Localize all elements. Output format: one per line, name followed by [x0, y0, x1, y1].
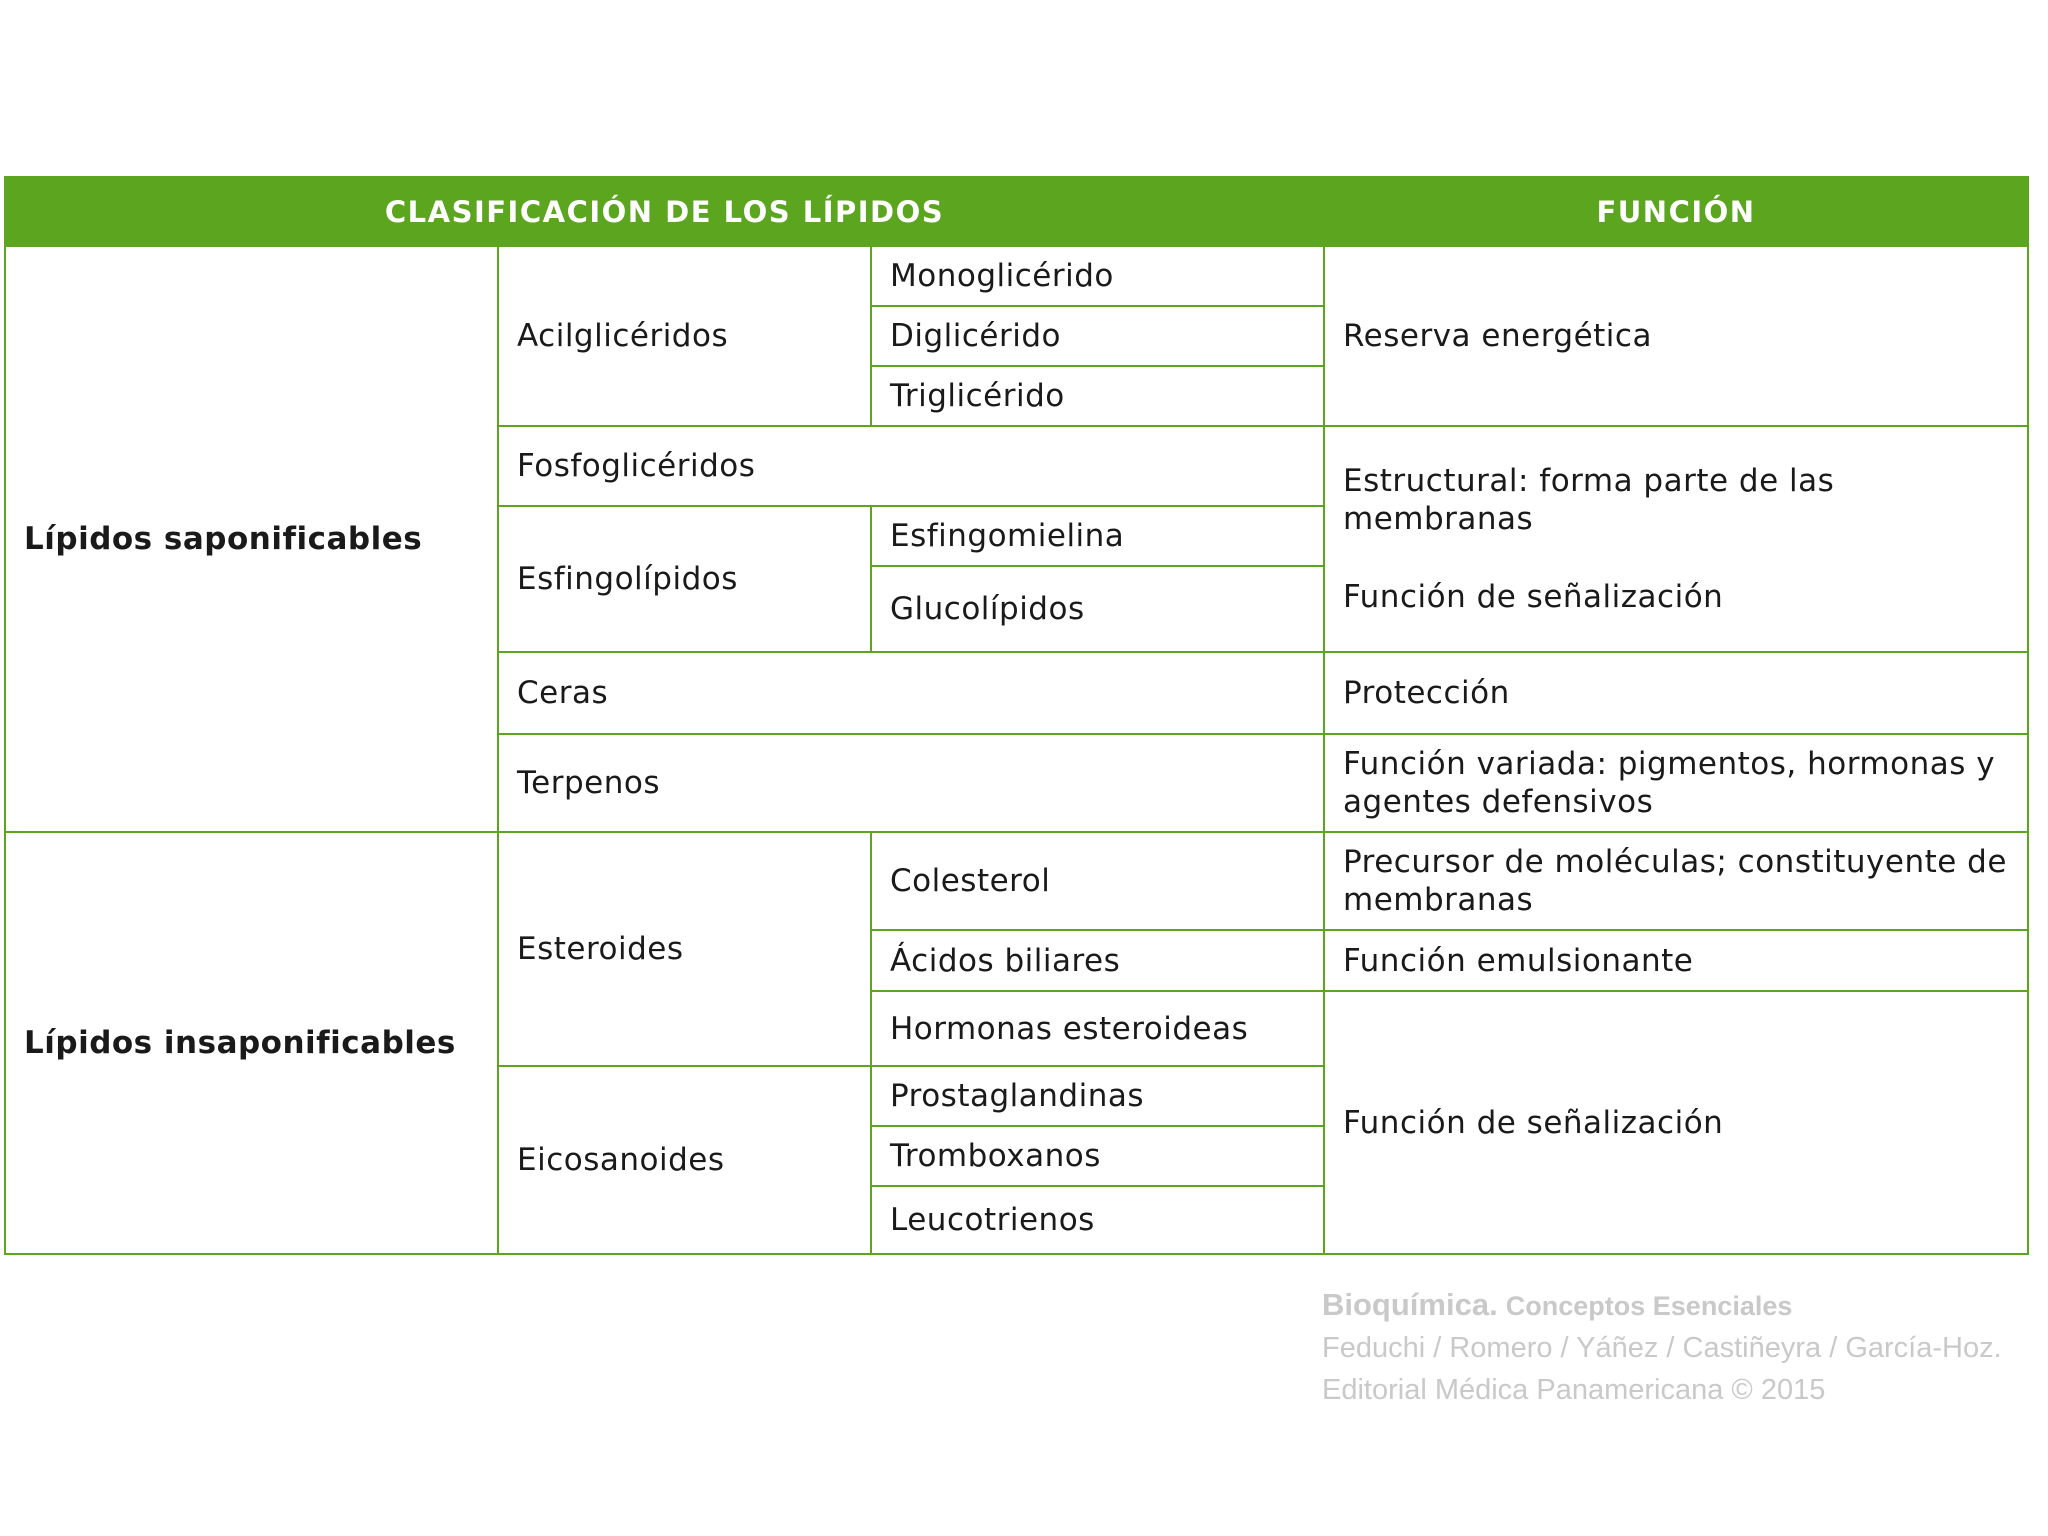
subtype-sphingomyelin: Esfingomielina — [871, 506, 1324, 566]
lipid-classification-table — [4, 176, 2029, 1255]
credit-subtitle: Conceptos Esenciales — [1505, 1291, 1793, 1321]
subtype-steroid-hormones: Hormonas esteroideas — [871, 991, 1324, 1066]
function-precursor-line2: membranas — [1343, 882, 1534, 918]
class-terpenes: Terpenos — [498, 734, 1324, 832]
subtype-diglyceride: Diglicérido — [871, 306, 1324, 366]
function-varied — [1324, 734, 2028, 832]
credit-title: Bioquímica. — [1322, 1287, 1498, 1322]
class-acylglycerides: Acilglicéridos — [498, 246, 871, 426]
function-protection: Protección — [1324, 652, 2028, 734]
function-structural-text: Estructural: forma parte de las membranas — [1343, 463, 1835, 537]
function-energy-reserve: Reserva energética — [1324, 246, 2028, 426]
credit-book-line — [1322, 1284, 2002, 1327]
credit-authors: Feduchi / Romero / Yáñez / Castiñeyra / García-Hoz. — [1322, 1332, 2002, 1364]
subtype-triglyceride: Triglicérido — [871, 366, 1324, 426]
class-eicosanoids: Eicosanoides — [498, 1066, 871, 1254]
class-sphingolipids: Esfingolípidos — [498, 506, 871, 652]
subtype-prostaglandins: Prostaglandinas — [871, 1066, 1324, 1126]
subtype-glycolipids: Glucolípidos — [871, 566, 1324, 652]
subtype-monoglyceride: Monoglicérido — [871, 246, 1324, 306]
table-row — [5, 832, 2028, 930]
subtype-bile-acids: Ácidos biliares — [871, 930, 1324, 991]
source-credit — [1322, 1284, 2002, 1411]
class-waxes: Ceras — [498, 652, 1324, 734]
class-phosphoglycerides: Fosfoglicéridos — [498, 426, 1324, 506]
header-classification: CLASIFICACIÓN DE LOS LÍPIDOS — [5, 177, 1324, 246]
function-signaling-text: Función de señalización — [1343, 579, 1724, 615]
function-varied-line2: agentes defensivos — [1343, 784, 1654, 820]
subtype-thromboxanes: Tromboxanos — [871, 1126, 1324, 1186]
function-varied-line1: Función variada: pigmentos, hormonas y — [1343, 746, 1996, 782]
function-membrane-signaling — [1324, 426, 2028, 652]
function-signaling: Función de señalización — [1324, 991, 2028, 1254]
group-unsaponifiable: Lípidos insaponificables — [5, 832, 498, 1254]
subtype-cholesterol: Colesterol — [871, 832, 1324, 930]
table-header-row — [5, 177, 2028, 246]
class-steroids: Esteroides — [498, 832, 871, 1066]
group-saponifiable: Lípidos saponificables — [5, 246, 498, 832]
function-emulsifier: Función emulsionante — [1324, 930, 2028, 991]
function-precursor — [1324, 832, 2028, 930]
credit-publisher: Editorial Médica Panamericana © 2015 — [1322, 1374, 1826, 1406]
header-function: FUNCIÓN — [1324, 177, 2028, 246]
subtype-leukotrienes: Leucotrienos — [871, 1186, 1324, 1254]
table-row — [5, 246, 2028, 306]
function-precursor-line1: Precursor de moléculas; constituyente de — [1343, 844, 2007, 880]
